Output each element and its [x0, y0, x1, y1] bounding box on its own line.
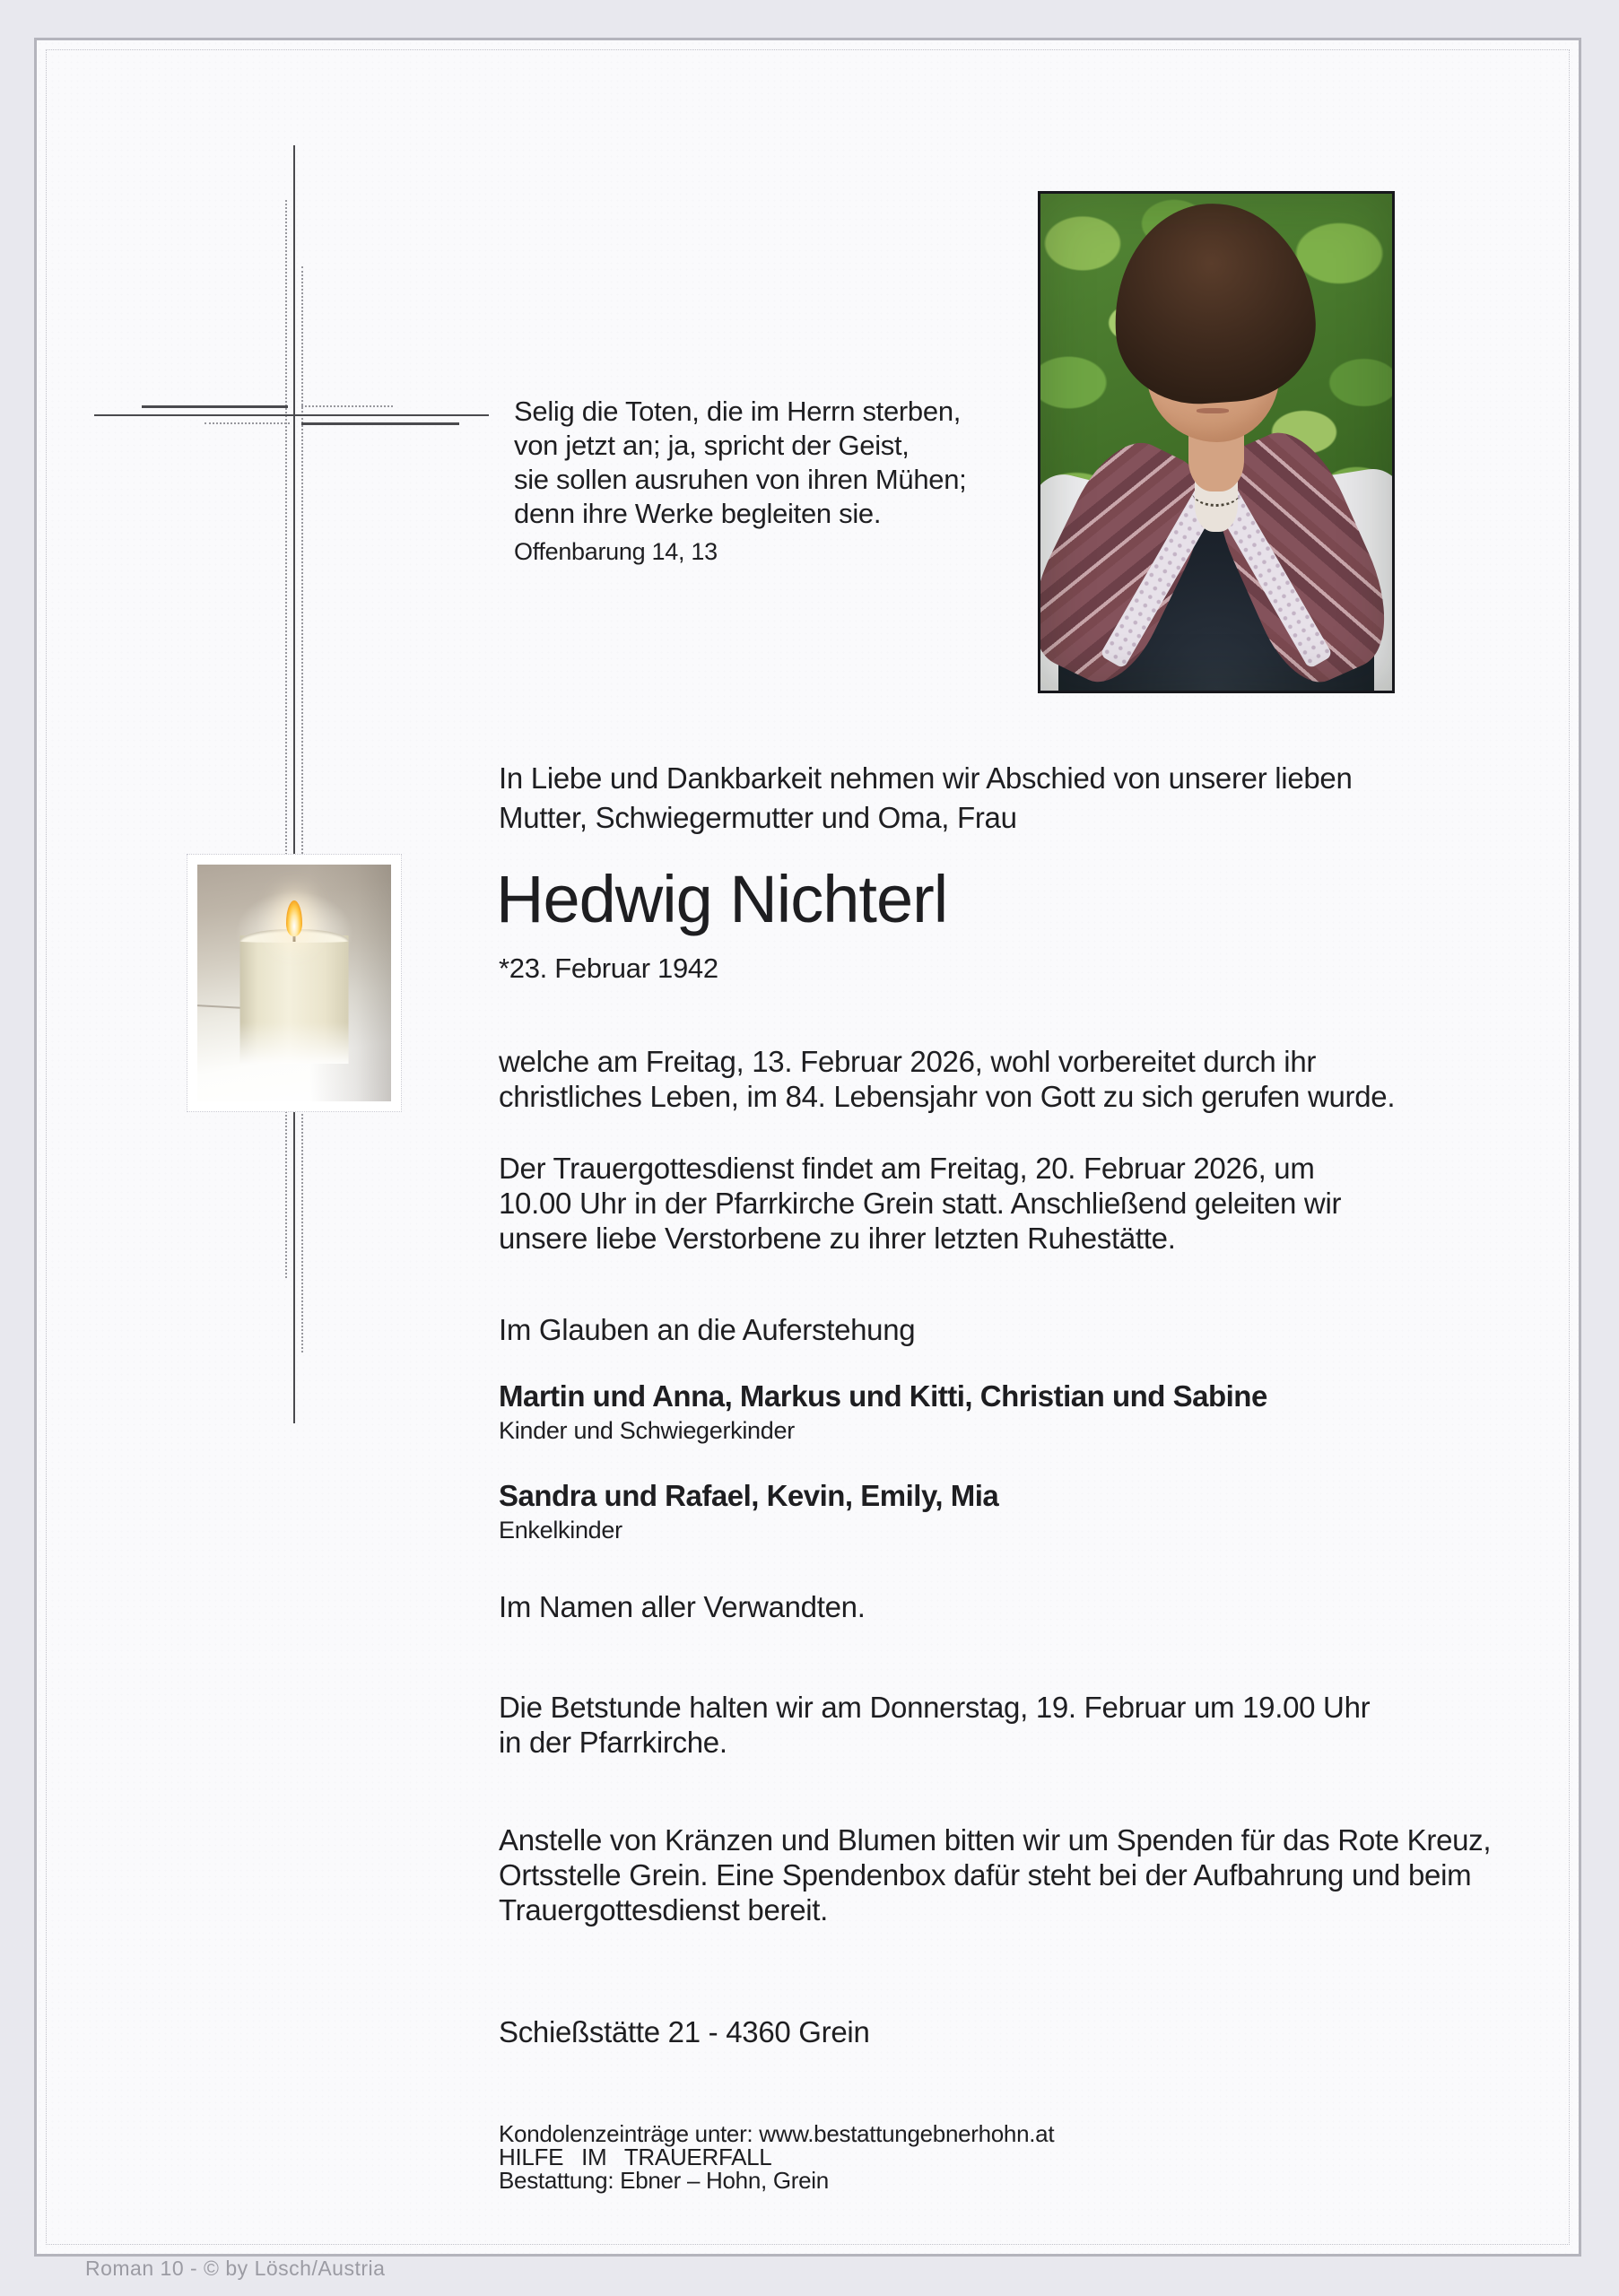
donations-line: Ortsstelle Grein. Eine Spendenbox dafür steht bei der Aufbahrung und beim — [499, 1858, 1472, 1892]
cross-horizontal-main — [94, 414, 489, 416]
birth-date: *23. Februar 1942 — [499, 952, 718, 984]
candle-photo — [187, 854, 402, 1112]
faith-line: Im Glauben an die Auferstehung — [499, 1313, 916, 1346]
footer-help-line: HILFE IM TRAUERFALL — [499, 2144, 772, 2170]
in-name-of-line: Im Namen aller Verwandten. — [499, 1590, 866, 1623]
address-line: Schießstätte 21 - 4360 Grein — [499, 2015, 870, 2048]
family-relation: Enkelkinder — [499, 1517, 622, 1544]
candle-scene — [197, 865, 391, 1101]
candle-body — [240, 935, 349, 1064]
service-line: 10.00 Uhr in der Pfarrkirche Grein statt. Anschließend geleiten wir — [499, 1187, 1342, 1220]
deceased-name: Hedwig Nichterl — [496, 862, 948, 936]
donations-line: Trauergottesdienst bereit. — [499, 1893, 829, 1926]
cross-horizontal-upper-right — [301, 405, 393, 407]
passing-paragraph — [499, 1044, 1395, 1114]
service-paragraph — [499, 1151, 1341, 1256]
prayer-paragraph — [499, 1690, 1370, 1760]
footer-condolence: Kondolenzeinträge unter: www.bestattungebnerhohn.at — [499, 2120, 1055, 2147]
quote-line: sie sollen ausruhen von ihren Mühen; — [514, 464, 967, 495]
service-line: Der Trauergottesdienst findet am Freitag, 20. Februar 2026, um — [499, 1152, 1315, 1185]
passing-line: welche am Freitag, 13. Februar 2026, wohl vorbereitet durch ihr — [499, 1045, 1317, 1078]
footer-undertaker: Bestattung: Ebner – Hohn, Grein — [499, 2167, 829, 2194]
quote-line: von jetzt an; ja, spricht der Geist, — [514, 430, 910, 461]
service-line: unsere liebe Verstorbene zu ihrer letzten Ruhestätte. — [499, 1222, 1176, 1255]
donations-paragraph — [499, 1822, 1491, 1927]
quote-source: Offenbarung 14, 13 — [514, 538, 718, 565]
family-names: Martin und Anna, Markus und Kitti, Christian und Sabine — [499, 1379, 1267, 1413]
family-names: Sandra und Rafael, Kevin, Emily, Mia — [499, 1479, 999, 1512]
photo-vignette — [1040, 194, 1392, 691]
portrait-photo — [1038, 191, 1395, 693]
passing-line: christliches Leben, im 84. Lebensjahr von Gott zu sich gerufen wurde. — [499, 1080, 1396, 1113]
cross-vertical-right — [301, 266, 303, 1352]
cross-horizontal-lower-left — [205, 422, 290, 424]
quote-line: Selig die Toten, die im Herrn sterben, — [514, 396, 962, 427]
quote-line: denn ihre Werke begleiten sie. — [514, 498, 882, 529]
intro-line: Mutter, Schwiegermutter und Oma, Frau — [499, 801, 1017, 834]
intro-paragraph — [499, 759, 1353, 838]
cross-vertical-main — [293, 145, 295, 1423]
cross-horizontal-lower-right — [301, 422, 459, 425]
donations-line: Anstelle von Kränzen und Blumen bitten wir um Spenden für das Rote Kreuz, — [499, 1823, 1492, 1857]
prayer-line: in der Pfarrkirche. — [499, 1726, 727, 1759]
family-relation: Kinder und Schwiegerkinder — [499, 1417, 795, 1444]
cross-horizontal-upper-left — [142, 405, 288, 408]
scripture-quote — [514, 395, 966, 569]
prayer-line: Die Betstunde halten wir am Donnerstag, 19. Februar um 19.00 Uhr — [499, 1691, 1371, 1724]
intro-line: In Liebe und Dankbarkeit nehmen wir Abschied von unserer lieben — [499, 761, 1353, 795]
cross-vertical-left — [285, 200, 287, 1278]
footer-block — [499, 2122, 1054, 2192]
print-credit: Roman 10 - © by Lösch/Austria — [85, 2257, 386, 2280]
